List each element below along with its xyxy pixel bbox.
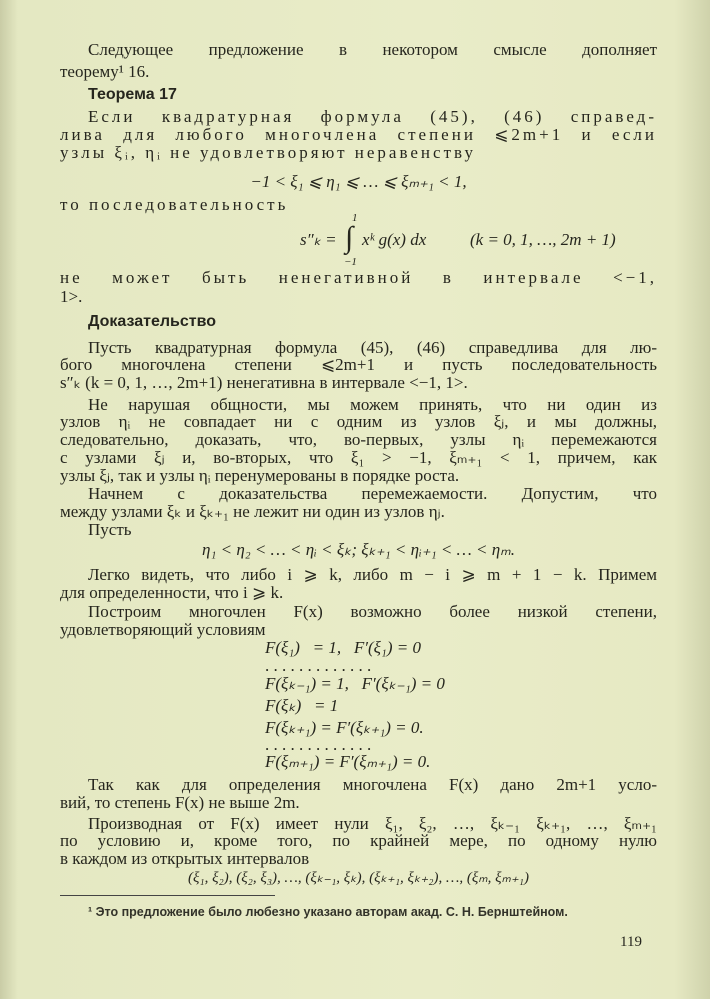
text-line: Пусть квадратурная формула (45), (46) справедлива для лю-: [88, 338, 657, 357]
ellipsis-dots: . . . . . . . . . . . . .: [265, 735, 372, 754]
text-line: с узлами ξⱼ и, во-вторых, что ξ₁ > −1, ξₘ₊₁ < 1, причем, как: [60, 448, 657, 467]
text-line: следовательно, доказать, что, во-первых, узлы ηᵢ перемежаются: [60, 430, 657, 449]
text-line: лива для любого многочлена степени ⩽2m+1 и если: [60, 125, 657, 144]
footnote: ¹ Это предложение было любезно указано авторам акад. С. Н. Бернштейном.: [88, 905, 568, 919]
text-line: по условию и, кроме того, по крайней мере, по одному нулю: [60, 831, 657, 850]
condition-line: F(ξₖ₊₁) = F′(ξₖ₊₁) = 0.: [265, 718, 424, 737]
text-line: для определенности, что i ⩾ k.: [60, 583, 284, 602]
text-line: бого многочлена степени ⩽2m+1 и пусть последовательность: [60, 355, 657, 374]
ellipsis-dots: . . . . . . . . . . . . .: [265, 656, 372, 675]
index-range: (k = 0, 1, …, 2m + 1): [470, 230, 616, 249]
proof-heading: Доказательство: [88, 313, 216, 330]
text-line: Следующее предложение в некотором смысле дополняет: [88, 40, 657, 59]
text-line: не может быть ненегативной в интервале <−1,: [60, 268, 657, 287]
text-line: удовлетворяющий условиям: [60, 620, 266, 639]
text-line: Построим многочлен F(x) возможно более низкой степени,: [88, 602, 657, 621]
integral-sign: ∫: [345, 221, 354, 254]
condition-line: F(ξ₁) = 1, F′(ξ₁) = 0: [265, 638, 421, 657]
formula: −1 < ξ₁ ⩽ η₁ ⩽ … ⩽ ξₘ₊₁ < 1,: [250, 172, 467, 191]
footnote-rule: [60, 895, 275, 896]
condition-line: F(ξₖ₋₁) = 1, F′(ξₖ₋₁) = 0: [265, 674, 445, 693]
page-number: 119: [620, 934, 642, 950]
condition-line: F(ξₖ) = 1: [265, 696, 339, 715]
text-line: Начнем с доказательства перемежаемости. Допустим, что: [88, 484, 657, 503]
text-line: Пусть: [88, 520, 132, 539]
condition-line: F(ξₘ₊₁) = F′(ξₘ₊₁) = 0.: [265, 752, 431, 771]
formula: (ξ₁, ξ₂), (ξ₂, ξ₃), …, (ξₖ₋₁, ξₖ), (ξₖ₊₁, ξₖ₊₂), …, (ξₘ, ξₘ₊₁): [188, 870, 529, 886]
text-line: 1>.: [60, 287, 83, 306]
integrand: xᵏ g(x) dx: [362, 230, 427, 249]
formula: η₁ < η₂ < … < ηᵢ < ξₖ; ξₖ₊₁ < ηᵢ₊₁ < … < ηₘ.: [202, 540, 515, 559]
text-line: Если квадратурная формула (45), (46) справед-: [88, 107, 657, 126]
text-line: теорему¹ 16.: [60, 62, 150, 81]
text-line: вий, то степень F(x) не выше 2m.: [60, 793, 300, 812]
text-line: узлов ηᵢ не совпадает ни с одним из узлов ξⱼ, и мы должны,: [60, 412, 657, 431]
text-line: в каждом из открытых интервалов: [60, 849, 310, 868]
text-line: Не нарушая общности, мы можем принять, что ни один из: [88, 395, 657, 414]
text-line: узлы ξᵢ, ηᵢ не удовлетворяют неравенству: [60, 143, 476, 162]
text-line: узлы ξⱼ, так и узлы ηᵢ перенумерованы в порядке роста.: [60, 466, 460, 485]
theorem-heading: Теорема 17: [88, 86, 177, 103]
text-line: Так как для определения многочлена F(x) дано 2m+1 усло-: [88, 775, 657, 794]
text-line: между узлами ξₖ и ξₖ₊₁ не лежит ни один из узлов ηⱼ.: [60, 502, 445, 521]
integral-lower-limit: −1: [344, 256, 357, 268]
text-line: то последовательность: [60, 195, 289, 214]
integral-upper-limit: 1: [352, 212, 358, 224]
text-line: s″ₖ (k = 0, 1, …, 2m+1) ненегативна в интервале <−1, 1>.: [60, 373, 468, 392]
text-line: Производная от F(x) имеет нули ξ₁, ξ₂, …, ξₖ₋₁ ξₖ₊₁, …, ξₘ₊₁: [88, 814, 657, 833]
text-line: Легко видеть, что либо i ⩾ k, либо m − i ⩾ m + 1 − k. Примем: [88, 565, 657, 584]
integral-lhs: s″ₖ =: [300, 230, 337, 249]
